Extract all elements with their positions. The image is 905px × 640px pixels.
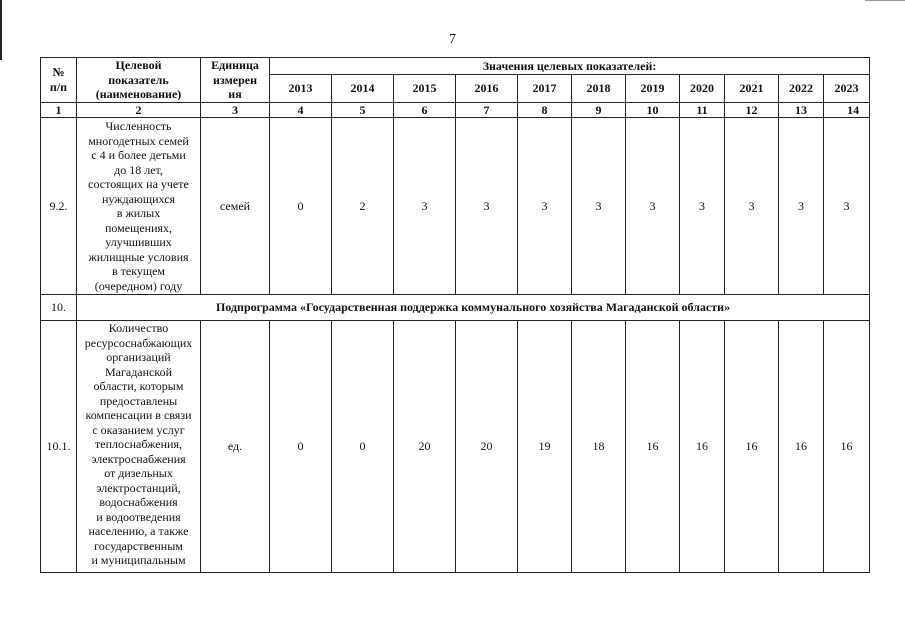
value-cell: 2 bbox=[332, 118, 394, 295]
column-number: 8 bbox=[518, 102, 572, 118]
header-values-title: Значения целевых показателей: bbox=[270, 58, 870, 75]
value-cell: 16 bbox=[626, 321, 680, 573]
header-year: 2021 bbox=[725, 75, 779, 102]
header-year: 2020 bbox=[680, 75, 725, 102]
value-cell: 20 bbox=[394, 321, 456, 573]
value-cell: 16 bbox=[779, 321, 824, 573]
header-year: 2019 bbox=[626, 75, 680, 102]
column-number: 6 bbox=[394, 102, 456, 118]
header-year: 2013 bbox=[270, 75, 332, 102]
header-col-unit: Единица измерен ия bbox=[201, 58, 270, 103]
scan-edge-top bbox=[865, 0, 905, 1]
column-number: 12 bbox=[725, 102, 779, 118]
value-cell: 3 bbox=[518, 118, 572, 295]
value-cell: 3 bbox=[779, 118, 824, 295]
row-number: 9.2. bbox=[41, 118, 77, 295]
column-number: 10 bbox=[626, 102, 680, 118]
column-number: 13 bbox=[779, 102, 824, 118]
row-number: 10. bbox=[41, 295, 77, 321]
column-number-row bbox=[41, 102, 870, 118]
header-row-1 bbox=[41, 58, 870, 75]
unit-cell: ед. bbox=[201, 321, 270, 573]
header-year: 2017 bbox=[518, 75, 572, 102]
value-cell: 3 bbox=[824, 118, 870, 295]
column-number: 11 bbox=[680, 102, 725, 118]
row-number: 10.1. bbox=[41, 321, 77, 573]
header-col-indicator: Целевой показатель (наименование) bbox=[77, 58, 201, 103]
column-number: 14 bbox=[824, 102, 870, 118]
indicator-name: Количество ресурсоснабжающих организаций Магаданской области, которым предоставлены компенсации в связи с оказанием услуг теплоснабжения, электроснабжения от дизельных электростанций, водоснабжения и водоотведения населению, а также государственным и муниципальным bbox=[77, 321, 201, 573]
column-number: 2 bbox=[77, 102, 201, 118]
header-col-no: № п/п bbox=[41, 58, 77, 103]
header-year: 2014 bbox=[332, 75, 394, 102]
column-number: 9 bbox=[572, 102, 626, 118]
column-number: 4 bbox=[270, 102, 332, 118]
scan-edge-left bbox=[0, 0, 2, 60]
header-year: 2016 bbox=[456, 75, 518, 102]
value-cell: 18 bbox=[572, 321, 626, 573]
column-number: 7 bbox=[456, 102, 518, 118]
value-cell: 0 bbox=[270, 118, 332, 295]
indicator-name: Численность многодетных семей с 4 и более детьми до 18 лет, состоящих на учете нуждающихся в жилых помещениях, улучшивших жилищные условия в текущем (очередном) году bbox=[77, 118, 201, 295]
header-year: 2018 bbox=[572, 75, 626, 102]
column-number: 5 bbox=[332, 102, 394, 118]
unit-cell: семей bbox=[201, 118, 270, 295]
target-indicators-table bbox=[40, 57, 870, 573]
value-cell: 3 bbox=[626, 118, 680, 295]
value-cell: 16 bbox=[680, 321, 725, 573]
column-number: 3 bbox=[201, 102, 270, 118]
value-cell: 0 bbox=[270, 321, 332, 573]
value-cell: 20 bbox=[456, 321, 518, 573]
value-cell: 3 bbox=[725, 118, 779, 295]
table-row-10-subprogram bbox=[41, 295, 870, 321]
header-year: 2022 bbox=[779, 75, 824, 102]
value-cell: 16 bbox=[824, 321, 870, 573]
header-year: 2023 bbox=[824, 75, 870, 102]
header-year: 2015 bbox=[394, 75, 456, 102]
value-cell: 3 bbox=[572, 118, 626, 295]
table-row-9-2 bbox=[41, 118, 870, 295]
value-cell: 3 bbox=[394, 118, 456, 295]
page-number: 7 bbox=[449, 32, 456, 47]
value-cell: 16 bbox=[725, 321, 779, 573]
subprogram-title: Подпрограмма «Государственная поддержка коммунального хозяйства Магаданской области» bbox=[77, 295, 870, 321]
value-cell: 3 bbox=[680, 118, 725, 295]
table-row-10-1 bbox=[41, 321, 870, 573]
value-cell: 0 bbox=[332, 321, 394, 573]
value-cell: 19 bbox=[518, 321, 572, 573]
column-number: 1 bbox=[41, 102, 77, 118]
value-cell: 3 bbox=[456, 118, 518, 295]
